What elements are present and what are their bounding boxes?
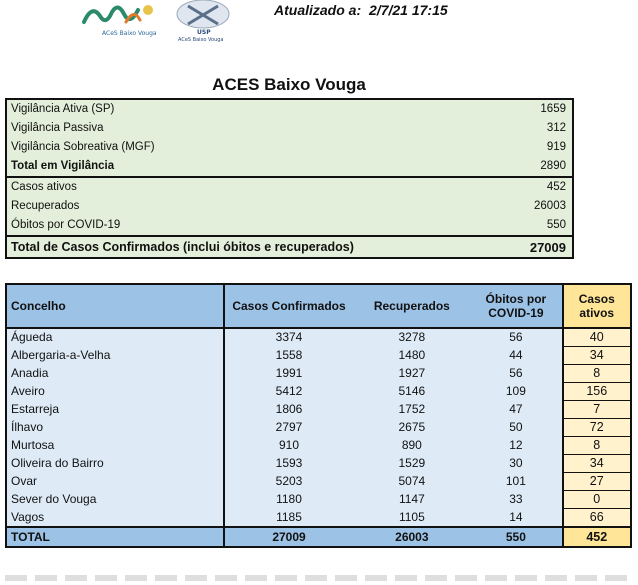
header-obitos-line1: Óbitos por xyxy=(485,292,547,306)
cell-concelho: Vagos xyxy=(6,509,224,528)
cell-recuperados: 1529 xyxy=(353,455,470,473)
cell-ativos: 27 xyxy=(563,473,631,491)
summary-value: 312 xyxy=(506,119,573,138)
total-label: TOTAL xyxy=(6,527,224,547)
footer-note-blurred xyxy=(5,575,633,581)
cell-ativos: 66 xyxy=(563,509,631,528)
cell-confirmados: 1185 xyxy=(224,509,354,528)
summary-label: Total em Vigilância xyxy=(6,157,506,177)
cell-recuperados: 1480 xyxy=(353,347,470,365)
cell-confirmados: 1593 xyxy=(224,455,354,473)
cell-concelho: Oliveira do Bairro xyxy=(6,455,224,473)
table-row xyxy=(6,328,631,347)
cell-obitos: 56 xyxy=(470,365,562,383)
cell-concelho: Sever do Vouga xyxy=(6,491,224,509)
summary-label: Recuperados xyxy=(6,197,506,216)
cell-recuperados: 1927 xyxy=(353,365,470,383)
cell-recuperados: 3278 xyxy=(353,328,470,347)
summary-row xyxy=(6,216,573,236)
cell-confirmados: 1806 xyxy=(224,401,354,419)
last-updated xyxy=(270,2,448,18)
table-header-row xyxy=(6,284,631,328)
header-recuperados: Recuperados xyxy=(353,284,470,328)
cell-concelho: Estarreja xyxy=(6,401,224,419)
summary-value: 452 xyxy=(506,177,573,197)
summary-row xyxy=(6,119,573,138)
cell-concelho: Ílhavo xyxy=(6,419,224,437)
cell-confirmados: 5412 xyxy=(224,383,354,401)
cell-ativos: 40 xyxy=(563,328,631,347)
cell-confirmados: 1180 xyxy=(224,491,354,509)
cell-recuperados: 5074 xyxy=(353,473,470,491)
total-obitos: 550 xyxy=(470,527,562,547)
cell-confirmados: 5203 xyxy=(224,473,354,491)
header-ativos-line1: Casos xyxy=(578,292,615,306)
cell-obitos: 50 xyxy=(470,419,562,437)
cell-obitos: 14 xyxy=(470,509,562,528)
cell-obitos: 56 xyxy=(470,328,562,347)
usp-logo xyxy=(170,0,236,44)
cell-obitos: 101 xyxy=(470,473,562,491)
cell-concelho: Ovar xyxy=(6,473,224,491)
cell-ativos: 156 xyxy=(563,383,631,401)
cell-ativos: 72 xyxy=(563,419,631,437)
cell-recuperados: 890 xyxy=(353,437,470,455)
table-row xyxy=(6,437,631,455)
total-confirmados: 27009 xyxy=(224,527,354,547)
cell-concelho: Albergaria-a-Velha xyxy=(6,347,224,365)
cell-obitos: 33 xyxy=(470,491,562,509)
summary-label: Vigilância Sobreativa (MGF) xyxy=(6,138,506,157)
total-recuperados: 26003 xyxy=(353,527,470,547)
total-ativos: 452 xyxy=(563,527,631,547)
summary-row-total-confirmados xyxy=(6,236,573,258)
updated-value: 2/7/21 17:15 xyxy=(369,2,448,18)
table-row xyxy=(6,347,631,365)
updated-label: Atualizado a: xyxy=(274,2,362,18)
cell-recuperados: 2675 xyxy=(353,419,470,437)
summary-label: Vigilância Passiva xyxy=(6,119,506,138)
summary-value: 1659 xyxy=(506,99,573,119)
cell-obitos: 109 xyxy=(470,383,562,401)
header-obitos-line2: COVID-19 xyxy=(488,306,544,320)
summary-value: 919 xyxy=(506,138,573,157)
header-obitos xyxy=(470,284,562,328)
header-confirmados: Casos Confirmados xyxy=(224,284,354,328)
table-row xyxy=(6,491,631,509)
svg-text:ACeS Baixo Vouga: ACeS Baixo Vouga xyxy=(178,37,224,43)
cell-confirmados: 2797 xyxy=(224,419,354,437)
cell-ativos: 8 xyxy=(563,437,631,455)
summary-value: 26003 xyxy=(506,197,573,216)
cell-confirmados: 3374 xyxy=(224,328,354,347)
cell-concelho: Aveiro xyxy=(6,383,224,401)
cell-ativos: 7 xyxy=(563,401,631,419)
svg-text:ACeS Baixo Vouga: ACeS Baixo Vouga xyxy=(102,30,157,37)
aces-logo xyxy=(78,0,162,40)
summary-value: 550 xyxy=(506,216,573,236)
summary-label: Total de Casos Confirmados (inclui óbitos e recuperados) xyxy=(6,236,506,258)
svg-text:USP: USP xyxy=(197,29,211,36)
cell-concelho: Águeda xyxy=(6,328,224,347)
cell-recuperados: 1752 xyxy=(353,401,470,419)
table-row xyxy=(6,383,631,401)
cell-ativos: 0 xyxy=(563,491,631,509)
cell-confirmados: 1991 xyxy=(224,365,354,383)
concelho-table xyxy=(5,283,632,548)
table-row xyxy=(6,365,631,383)
summary-value: 27009 xyxy=(506,236,573,258)
table-total-row xyxy=(6,527,631,547)
header-ativos xyxy=(563,284,631,328)
cell-ativos: 8 xyxy=(563,365,631,383)
cell-recuperados: 1105 xyxy=(353,509,470,528)
header-concelho: Concelho xyxy=(6,284,224,328)
table-row xyxy=(6,473,631,491)
summary-row xyxy=(6,99,573,119)
cell-obitos: 30 xyxy=(470,455,562,473)
cell-concelho: Murtosa xyxy=(6,437,224,455)
cell-obitos: 44 xyxy=(470,347,562,365)
cell-ativos: 34 xyxy=(563,455,631,473)
cell-ativos: 34 xyxy=(563,347,631,365)
summary-value: 2890 xyxy=(506,157,573,177)
cell-recuperados: 1147 xyxy=(353,491,470,509)
cell-concelho: Anadia xyxy=(6,365,224,383)
page-header xyxy=(0,0,638,46)
header-ativos-line2: ativos xyxy=(579,306,615,320)
summary-row xyxy=(6,177,573,197)
table-row xyxy=(6,509,631,528)
summary-row xyxy=(6,138,573,157)
cell-obitos: 12 xyxy=(470,437,562,455)
table-row xyxy=(6,401,631,419)
summary-label: Óbitos por COVID-19 xyxy=(6,216,506,236)
cell-recuperados: 5146 xyxy=(353,383,470,401)
summary-row-total-vigilancia xyxy=(6,157,573,177)
table-row xyxy=(6,419,631,437)
summary-table xyxy=(5,98,574,259)
cell-obitos: 47 xyxy=(470,401,562,419)
cell-confirmados: 910 xyxy=(224,437,354,455)
cell-confirmados: 1558 xyxy=(224,347,354,365)
page-title: ACES Baixo Vouga xyxy=(212,75,366,94)
table-row xyxy=(6,455,631,473)
summary-label: Casos ativos xyxy=(6,177,506,197)
summary-label: Vigilância Ativa (SP) xyxy=(6,99,506,119)
summary-row xyxy=(6,197,573,216)
